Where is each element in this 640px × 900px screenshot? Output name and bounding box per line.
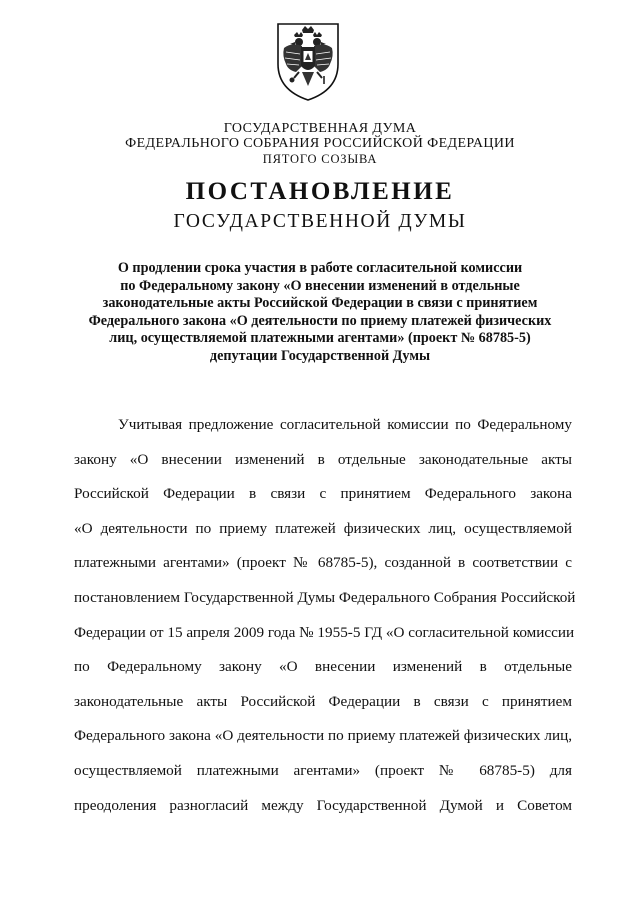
body-line: «О деятельности по приему платежей физических лиц, осуществляемой [74, 519, 572, 537]
body-line: по Федеральному закону «О внесении изменений в отдельные [74, 658, 572, 676]
body-line: Федерации от 15 апреля 2009 года № 1955-5 ГД «О согласительной комиссии [74, 623, 575, 641]
body-paragraph [74, 408, 576, 823]
body-line: постановлением Государственной Думы Федерального Собрания Российской [74, 588, 576, 606]
coat-of-arms-icon [272, 20, 344, 102]
heading-line: депутации Государственной Думы [209, 347, 431, 364]
org-line-convocation: ПЯТОГО СОЗЫВА [262, 152, 378, 166]
heading-line: законодательные акты Российской Федерации в связи с принятием [102, 295, 538, 311]
body-line: платежными агентами» (проект № 68785-5), созданной в соответствии с [74, 554, 572, 572]
document-title: ПОСТАНОВЛЕНИЕ [185, 178, 455, 205]
body-line: Учитывая предложение согласительной комиссии по Федеральному [118, 416, 572, 433]
body-line: Российской Федерации в связи с принятием Федерального закона [74, 485, 572, 503]
org-line-federal-assembly: ФЕДЕРАЛЬНОГО СОБРАНИЯ РОССИЙСКОЙ ФЕДЕРАЦИИ [125, 136, 515, 151]
heading-line: по Федеральному закону «О внесении изменений в отдельные [120, 277, 520, 294]
resolution-heading [40, 260, 600, 365]
body-line: осуществляемой платежными агентами» (проект № 68785-5) для [74, 761, 572, 779]
heading-line: лиц, осуществляемой платежными агентами» (проект № 68785-5) [109, 330, 531, 346]
body-line: Федерального закона «О деятельности по приему платежей физических лиц, [74, 727, 572, 745]
heading-line: О продлении срока участия в работе согласительной комиссии [117, 260, 523, 276]
body-line: законодательные акты Российской Федерации в связи с принятием [74, 692, 572, 710]
body-line: закону «О внесении изменений в отдельные законодательные акты [74, 450, 572, 468]
heading-line: Федерального закона «О деятельности по приему платежей физических [88, 312, 552, 329]
document-subtitle: ГОСУДАРСТВЕННОЙ ДУМЫ [173, 211, 467, 232]
org-line-duma: ГОСУДАРСТВЕННАЯ ДУМА [223, 121, 417, 136]
body-line: преодоления разногласий между Государственной Думой и Советом [74, 796, 572, 814]
